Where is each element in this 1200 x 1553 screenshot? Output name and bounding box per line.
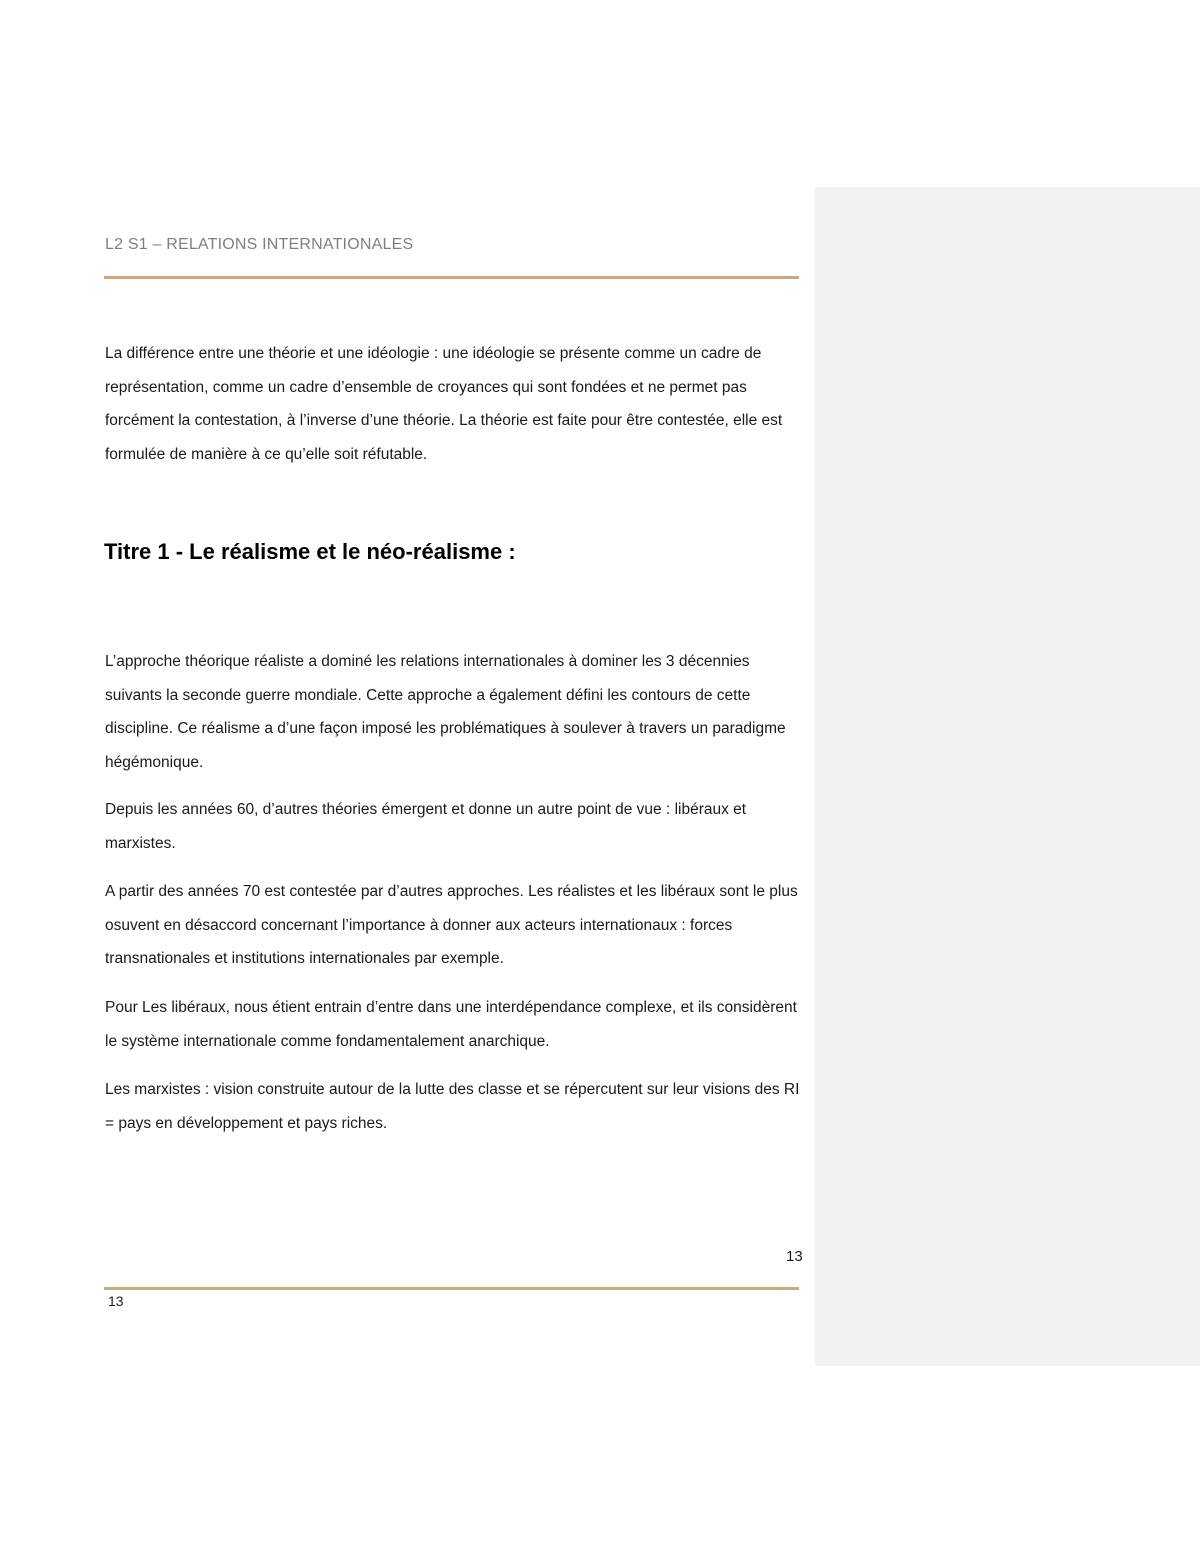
page-number-right: 13 [786,1248,803,1265]
running-header: L2 S1 – RELATIONS INTERNATIONALES [105,236,414,253]
body-paragraph: A partir des années 70 est contestée par d’autres approches. Les réalistes et les libéraux sont le plus osuvent en désaccord concernant l’importance à donner aux acteurs internationaux : forces transnationales et institutions internationales par exemple. [105,883,798,967]
footer-rule [104,1287,799,1290]
section-title: Titre 1 - Le réalisme et le néo-réalisme : [104,539,516,564]
body-paragraph: Depuis les années 60, d’autres théories émergent et donne un autre point de vue : libéraux et marxistes. [105,801,747,852]
header-rule [104,276,799,279]
body-paragraph: L’approche théorique réaliste a dominé les relations internationales à dominer les 3 décennies suivants la seconde guerre mondiale. Cette approche a également défini les contours de cette discipline. Ce réalisme a d’une façon imposé les problématiques à soulever à travers un paradigme hégémonique. [105,653,786,771]
comment-margin-pane [815,187,1200,1366]
body-paragraph: Les marxistes : vision construite autour de la lutte des classe et se répercutent sur leur visions des RI = pays en développement et pays riches. [105,1081,800,1132]
page-number-left: 13 [108,1293,124,1309]
body-paragraph: Pour Les libéraux, nous étient entrain d’entre dans une interdépendance complexe, et ils considèrent le système internationale comme fondamentalement anarchique. [105,999,797,1050]
intro-paragraph: La différence entre une théorie et une idéologie : une idéologie se présente comme un cadre de représentation, comme un cadre d’ensemble de croyances qui sont fondées et ne permet pas forcément la contestation, à l’inverse d’une théorie. La théorie est faite pour être contestée, elle est formulée de manière à ce qu’elle soit réfutable. [105,345,783,463]
